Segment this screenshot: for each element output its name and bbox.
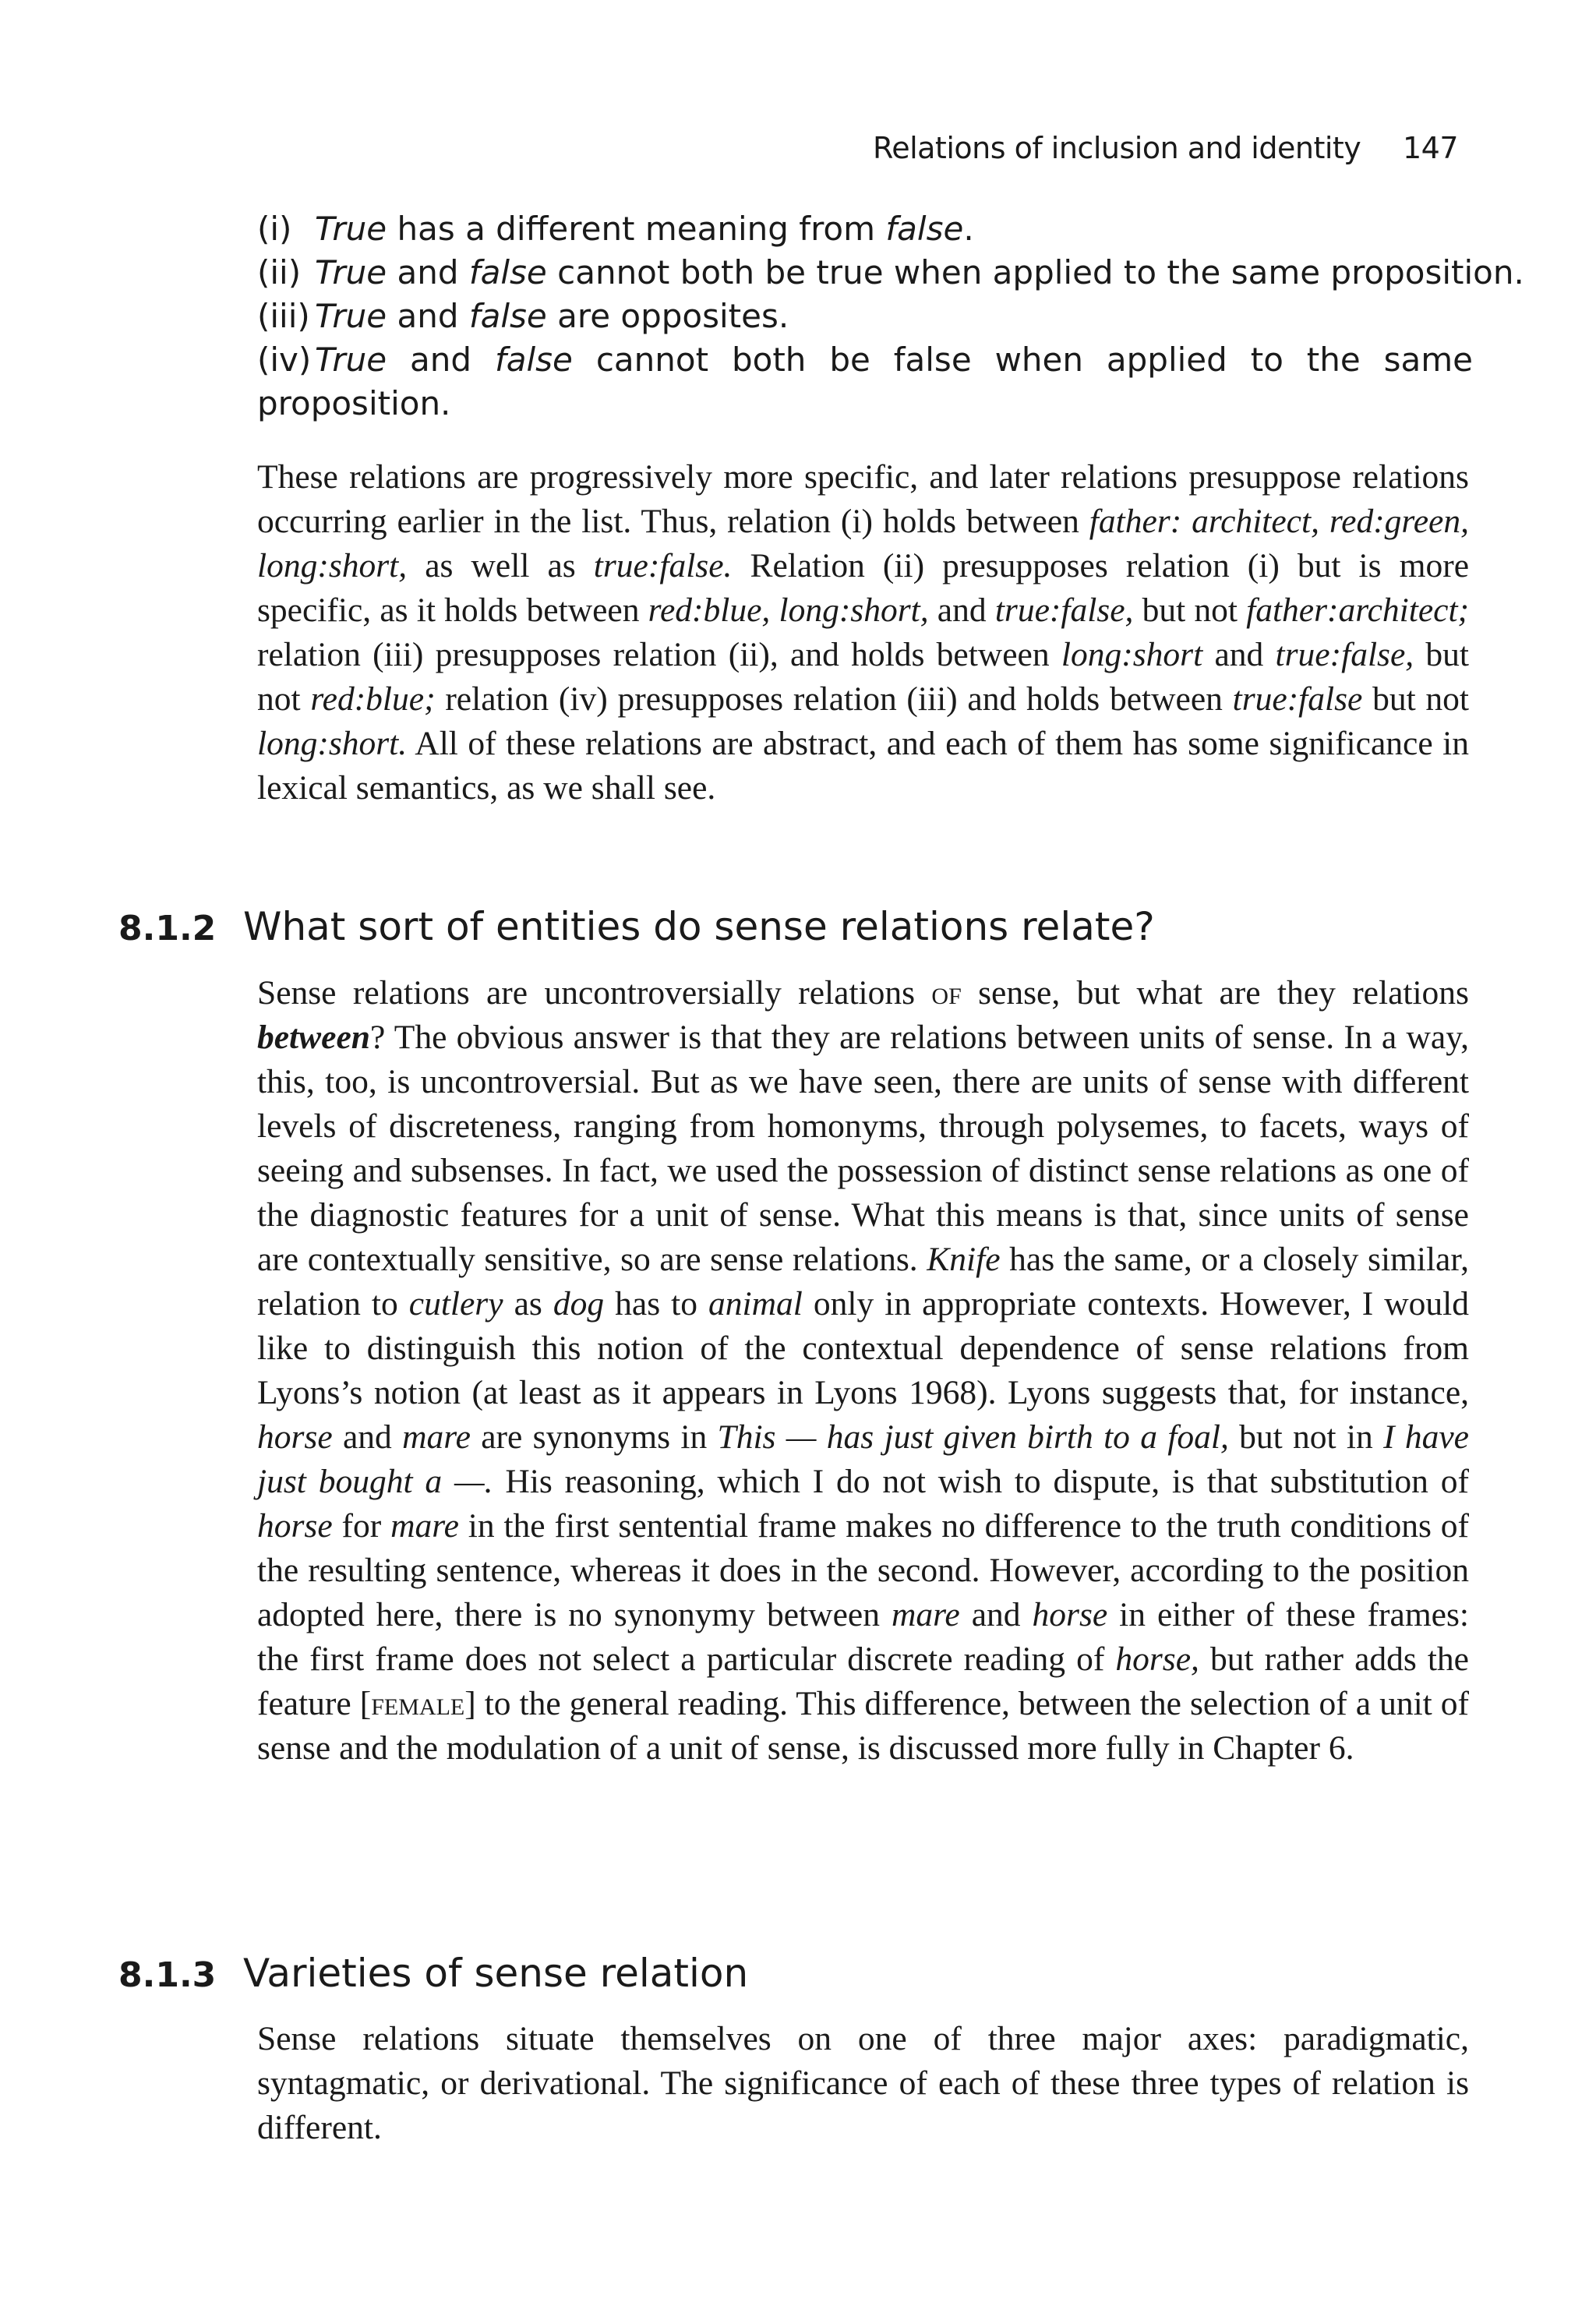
section-heading: What sort of entities do sense relations relate? xyxy=(243,904,1155,949)
section-number: 8.1.3 xyxy=(118,1955,217,1995)
list-item-text: cannot both be true when applied to the same proposition. xyxy=(546,253,1524,291)
list-item xyxy=(257,338,1473,426)
list-item-text: . xyxy=(963,210,974,248)
list-item-text: has a different meaning from xyxy=(387,210,886,248)
list-item xyxy=(257,207,1473,251)
list-item-text: and xyxy=(387,253,469,291)
section-heading: Varieties of sense relation xyxy=(243,1951,749,1996)
list-item-term: True xyxy=(315,253,387,291)
list-item-number: (i) xyxy=(257,210,292,248)
list-item-term: false xyxy=(494,341,573,379)
list-item-term: True xyxy=(315,341,387,379)
list-item-text: cannot both be false when applied to the same proposition. xyxy=(257,341,1474,422)
list-item-term: false xyxy=(468,297,547,335)
numbered-list xyxy=(257,207,1524,426)
list-item-term: false xyxy=(885,210,964,248)
paragraph-entities: Sense relations are uncontroversially relations of sense, but what are they relations between? The obvious answer is that they are relations between units of sense. In a way, this, too, is uncontroversial. But as we have seen, there are units of sense with different levels of discreteness, ranging from homonyms, through polysemes, to facets, ways of seeing and subsenses. In fact, we used the possession of distinct sense relations as one of the diagnostic features for a unit of sense. What this means is that, since units of sense are contextually sensitive, so are sense relations. Knife has the same, or a closely similar, relation to cutlery as dog has to animal only in appropriate contexts. However, I would like to distinguish this notion of the contextual dependence of sense relations from Lyons’s notion (at least as it appears in Lyons 1968). Lyons suggests that, for instance, horse and mare are synonyms in This — has just given birth to a foal, but not in I have just bought a —. His reasoning, which I do not wish to dispute, is that substitution of horse for mare in the first sentential frame makes no difference to the truth conditions of the resulting sentence, whereas it does in the second. However, according to the position adopted here, there is no synonymy between mare and horse in either of these frames: the first frame does not select a particular discrete reading of horse, but rather adds the feature [female] to the general reading. This difference, between the selection of a unit of sense and the modulation of a unit of sense, is discussed more fully in Chapter 6. xyxy=(257,974,1469,1767)
running-header-title: Relations of inclusion and identity xyxy=(873,131,1361,165)
list-item-text: and xyxy=(387,341,495,379)
list-item-number: (ii) xyxy=(257,253,302,291)
list-item-term: True xyxy=(315,297,387,335)
list-item-text: and xyxy=(387,297,469,335)
list-item-term: false xyxy=(468,253,547,291)
list-item-term: True xyxy=(315,210,387,248)
list-item-text: are opposites. xyxy=(546,297,789,335)
list-item xyxy=(257,251,1524,295)
paragraph-relations: These relations are progressively more specific, and later relations presuppose relations occurring earlier in the list. Thus, relation (i) holds between father: architect, red:green, long:short, as well as true:false. Relation (ii) presupposes relation (i) but is more specific, as it holds between red:blue, long:short, and true:false, but not father:architect; relation (iii) presupposes relation (ii), and holds between long:short and true:false, but not red:blue; relation (iv) presupposes relation (iii) and holds between true:false but not long:short. All of these relations are abstract, and each of them has some significance in lexical semantics, as we shall see. xyxy=(257,458,1470,807)
page-number: 147 xyxy=(1403,131,1459,165)
section-number: 8.1.2 xyxy=(118,909,217,948)
running-header xyxy=(873,131,1473,165)
list-item xyxy=(257,295,1473,338)
list-item-number: (iv) xyxy=(257,341,312,379)
list-item-number: (iii) xyxy=(257,297,310,335)
paragraph-varieties: Sense relations situate themselves on one of three major axes: paradigmatic, syntagmatic, or derivational. The significance of each of these three types of relation is different. xyxy=(257,2020,1469,2146)
